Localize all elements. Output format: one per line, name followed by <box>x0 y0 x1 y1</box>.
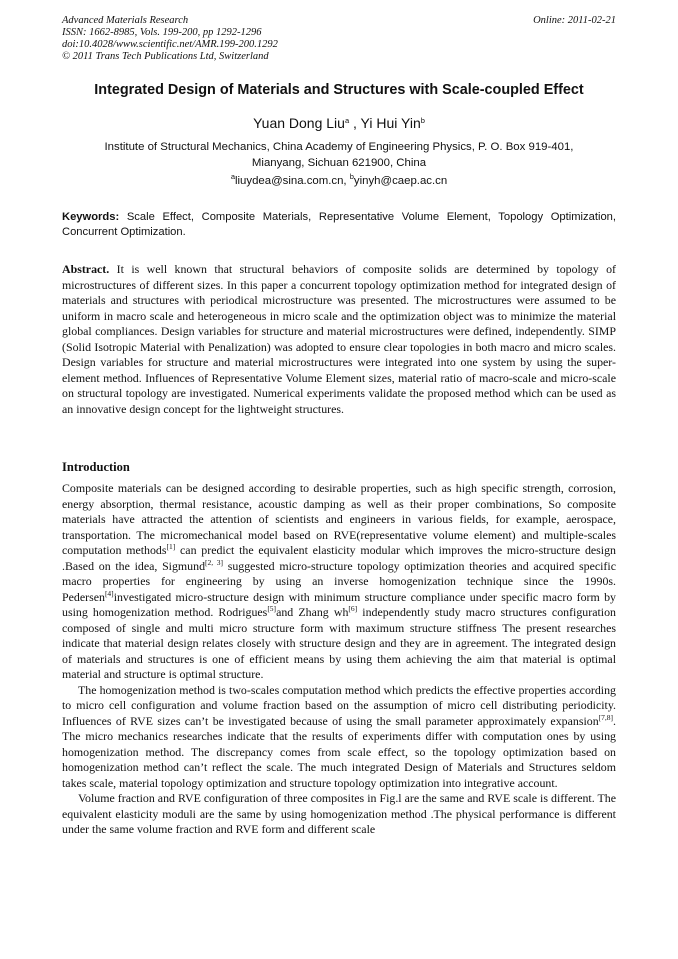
paragraph-text: suggested micro-structure topology optimization theories and acquired specific macro properties for engineering by using an inverse homogenization technique since the 1990s. Pedersen <box>62 558 616 604</box>
author-emails <box>62 172 616 187</box>
keywords-label: Keywords: <box>62 211 120 223</box>
abstract-label: Abstract. <box>62 262 110 276</box>
email-mark: a <box>230 172 235 181</box>
paragraph-text: and Zhang wh <box>276 605 349 619</box>
paragraph-text: can predict the equivalent elasticity modular which improves the micro-structure design .Based on the idea, Sigmund <box>62 543 616 573</box>
email-address: liuydea@sina.com.cn, <box>234 175 350 187</box>
paragraph-text: . The micro mechanics researches indicate that the results of experiments differ with computation ones by using homogenization method. The discrepancy comes from scale effect, so the topology optimization based on homogenization method can’t reflect the scale. The much integrated Design of Materials and Structures seldom takes scale, material topology optimization and structure topology optimization into integrative account. <box>62 713 616 790</box>
citation: [5] <box>267 604 277 613</box>
author-list <box>40 115 638 131</box>
paragraph: Volume fraction and RVE configuration of three composites in Fig.l are the same and RVE scale is different. The equivalent elasticity moduli are the same by using homogenization method .The physical performance is different under the same volume fraction and RVE form and different scale <box>62 791 616 836</box>
citation: [6] <box>348 604 358 613</box>
paragraph <box>62 481 616 683</box>
journal-name: Advanced Materials Research <box>62 15 189 26</box>
email-mark: b <box>349 172 354 181</box>
citation: [7,8] <box>598 712 614 722</box>
introduction-body <box>62 481 616 838</box>
paragraph-text: The homogenization method is two-scales computation method which predicts the effective properties according to micro cell configuration and volume fraction based on the assumption of micro cell distributing periodicity. Influences of RVE sizes can’t be investigated because of using the small parameter approximately expansion <box>62 682 616 728</box>
abstract <box>62 262 616 417</box>
paragraph-text: independently study macro structures configuration composed of single and multi micro structure form with maximum structure stiffness The present researches indicate that material design relates closely with structure design and they are in agreement. The integrated design of materials and structures is one of efficient means by using them achieving the aim that material is optimal material and structure is optimal structure. <box>62 605 616 681</box>
author-affil-mark: b <box>420 116 425 125</box>
citation: [4] <box>104 588 114 598</box>
paragraph <box>62 683 616 792</box>
author-name: Yi Hui Yin <box>360 115 421 131</box>
paragraph-text: investigated micro-structure design with minimum structure compliance under specific macro form by using homogenization method. Rodrigues <box>62 589 616 619</box>
journal-copyright: © 2011 Trans Tech Publications Ltd, Switzerland <box>62 51 269 62</box>
online-date: Online: 2011-02-21 <box>533 15 616 26</box>
journal-doi: doi:10.4028/www.scientific.net/AMR.199-200.1292 <box>62 39 278 50</box>
paragraph-text: Composite materials can be designed according to desirable properties, such as high specific strength, corrosion, energy absorption, thermal resistance, acoustic damping as well as their proper combinations, So composite materials have attracted the attention of scientists and engineers in various fields, for example, aerospace, transportation. The micromechanical model based on RVE(representative volume element) and multiple-scales computation methods <box>62 481 616 557</box>
abstract-text: It is well known that structural behaviors of composite solids are determined by topology of microstructures of different sizes. In this paper a concurrent topology optimization method for integrated design of materials and structures with periodical microstructure was presented. The microstructures were assumed to be uniform in macro scale and heterogeneous in micro scale and the optimization object was to minimize the material global compliances. Design variables for structure and material microstructures were defined, independently. SIMP (Solid Isotropic Material with Penalization) was adopted to ensure clear topologies in both macro and micro scales. Design variables for structure and material microstructures were integrated into one system by using the super-element method. Influences of Representative Volume Element sizes, material ratio of macro-scale and micro-scale on structural topology are investigated. Numerical experiments validate the proposed method which can be used as an innovative design concept for the lightweight structures. <box>62 262 616 416</box>
author-affil-mark: a <box>344 116 350 125</box>
author-name: Yuan Dong Liu <box>253 115 345 131</box>
author-separator: , <box>349 115 361 131</box>
keywords-text: Scale Effect, Composite Materials, Representative Volume Element, Topology Optimization, Concurrent Optimization. <box>62 211 616 238</box>
paper-title: Integrated Design of Materials and Structures with Scale-coupled Effect <box>94 82 584 98</box>
affiliation-line: Institute of Structural Mechanics, China Academy of Engineering Physics, P. O. Box 919-401, <box>104 141 574 153</box>
citation: [1] <box>166 542 176 551</box>
email-address: yinyh@caep.ac.cn <box>353 175 448 187</box>
citation: [2, 3] <box>205 557 223 567</box>
keywords <box>62 210 616 240</box>
section-heading: Introduction <box>62 460 130 474</box>
journal-header <box>62 15 616 63</box>
affiliation <box>62 139 616 171</box>
journal-issn: ISSN: 1662-8985, Vols. 199-200, pp 1292-1296 <box>62 27 262 38</box>
affiliation-line: Mianyang, Sichuan 621900, China <box>251 157 427 169</box>
